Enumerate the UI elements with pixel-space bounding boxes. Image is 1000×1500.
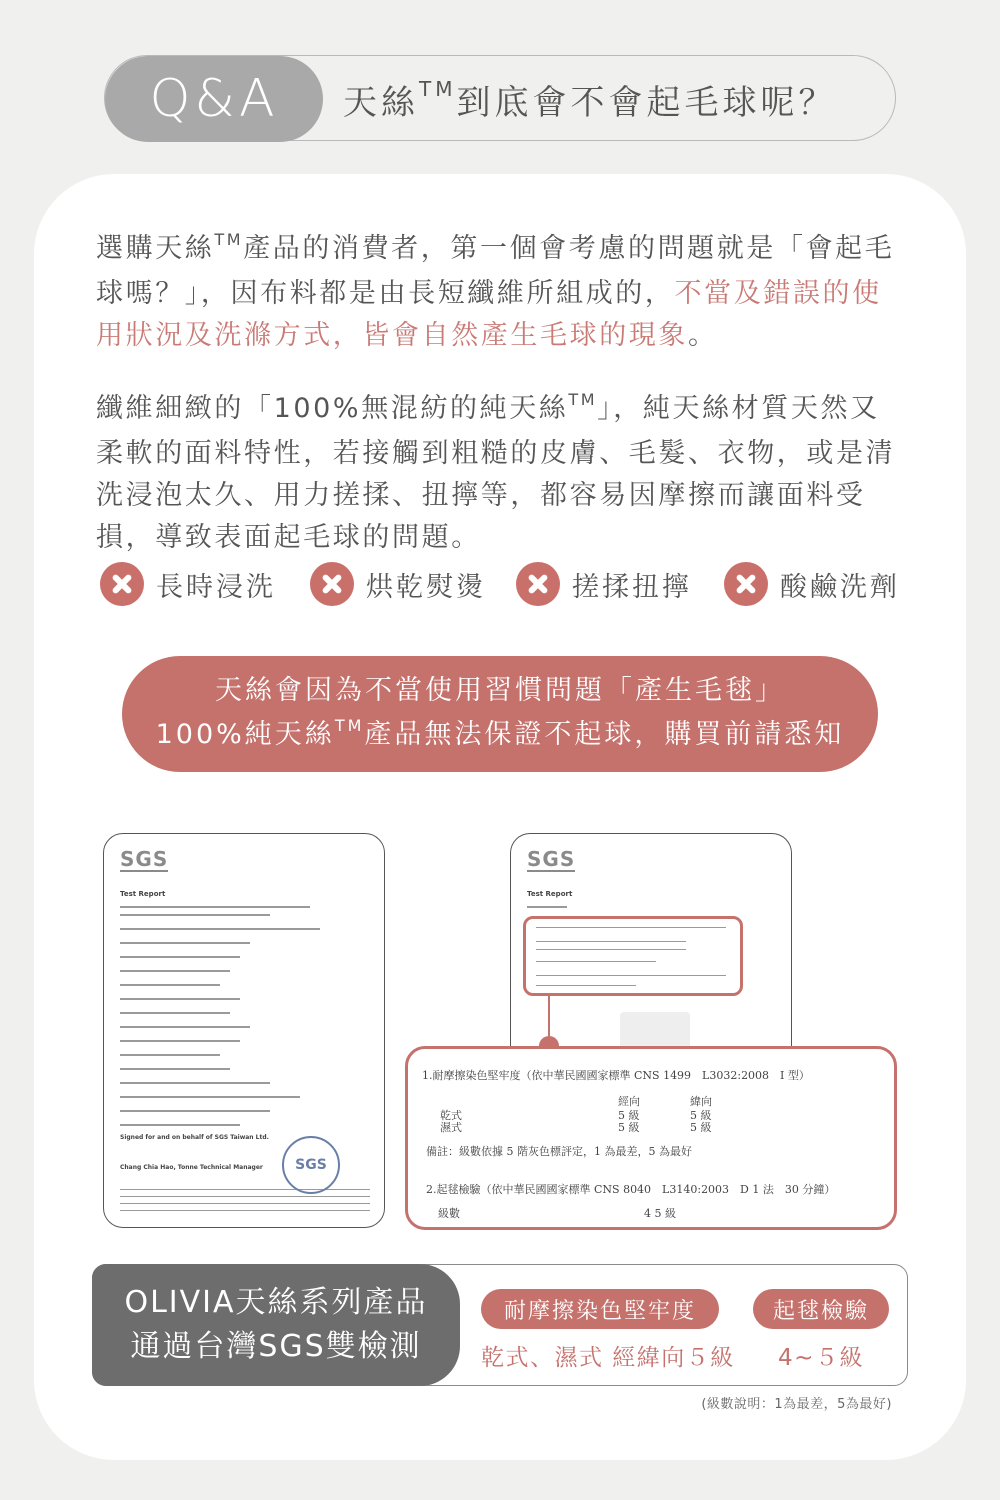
zoomed-result-box — [405, 1046, 897, 1230]
avoid-item — [100, 562, 276, 606]
trademark-mark: TM — [568, 390, 598, 409]
para1-highlight: 不當及錯誤的使用狀況及洗滌方式，皆會自然產生毛球的現象 — [96, 278, 882, 351]
fiber-paragraph — [96, 388, 906, 559]
trademark-mark: TM — [214, 230, 244, 249]
intro-paragraph — [96, 228, 906, 357]
x-mark-icon — [310, 562, 354, 606]
report-header: Test Report — [120, 890, 166, 898]
avoid-label: 烘乾熨燙 — [366, 571, 486, 603]
sgs-summary — [92, 1264, 908, 1386]
x-mark-icon — [100, 562, 144, 606]
signed-text: Signed for and on behalf of SGS Taiwan Ltd. — [120, 1134, 269, 1141]
highlight-box — [523, 916, 743, 996]
summary-line1: OLIVIA天絲系列產品 — [124, 1285, 428, 1320]
dry-warp: 5 級 — [618, 1109, 640, 1122]
warning-line1: 天絲會因為不當使用習慣問題「產生毛毬」 — [215, 674, 785, 706]
sgs-logo: SGS — [120, 847, 169, 871]
avoid-item — [724, 562, 900, 606]
grade-note: (級數說明：1為最差，5為最好) — [701, 1397, 892, 1412]
col-weft: 緯向 — [690, 1095, 712, 1108]
summary-line2: 通過台灣SGS雙檢測 — [130, 1329, 422, 1364]
report-header: Test Report — [527, 890, 573, 898]
avoid-list — [100, 562, 900, 606]
grade-label: 級數 — [438, 1207, 460, 1220]
summary-title — [92, 1264, 460, 1386]
para1-text-b: 產品的消費者，第一個會考慮的問題就是「會起毛球嗎？」，因布料都是由長短纖維所組成的， — [96, 233, 895, 309]
avoid-label: 長時浸洗 — [156, 571, 276, 603]
x-mark-icon — [516, 562, 560, 606]
qa-header — [104, 55, 896, 141]
title-text-pre: 天絲 — [343, 82, 419, 123]
x-mark-icon — [724, 562, 768, 606]
para2-text-b: 」，純天絲材質天然又柔軟的面料特性，若接觸到粗糙的皮膚、毛髮、衣物，或是清洗浸泡太久、用力搓揉、扭擰等，都容易因摩擦而讓面料受損，導致表面起毛球的問題。 — [96, 393, 896, 553]
wet-weft: 5 級 — [690, 1121, 712, 1134]
trademark-mark: TM — [419, 77, 457, 101]
pilling-value: 4~５級 — [778, 1345, 864, 1371]
row-wet: 濕式 — [440, 1121, 462, 1134]
warning-line2-b: 產品無法保證不起球，購買前請悉知 — [364, 718, 845, 750]
signer-text: Chang Chia Hao, Tonne Technical Manager — [120, 1164, 263, 1171]
result-item-2: 2.起毬檢驗（依中華民國國家標準 CNS 8040 L3140:2003 D 1 法 30 分鐘） — [426, 1183, 836, 1196]
warning-line2-a: 100%純天絲 — [155, 718, 335, 750]
qa-title — [343, 56, 865, 142]
trademark-mark: TM — [334, 715, 365, 735]
warning-line2 — [156, 713, 845, 760]
colorfastness-value: 乾式、濕式 經緯向５級 — [481, 1345, 735, 1371]
grade-value: 4 5 級 — [644, 1207, 676, 1220]
para1-end: 。 — [688, 320, 718, 351]
result-remark: 備註：級數依據 5 階灰色標評定，1 為最差，5 為最好 — [426, 1145, 692, 1158]
avoid-item — [516, 562, 692, 606]
para2-text-a: 纖維細緻的「100%無混紡的純天絲 — [96, 393, 569, 424]
avoid-label: 酸鹼洗劑 — [780, 571, 900, 603]
row-dry: 乾式 — [440, 1109, 462, 1122]
tag-pilling: 起毬檢驗 — [753, 1289, 889, 1329]
col-warp: 經向 — [618, 1095, 640, 1108]
avoid-label: 搓揉扭擰 — [572, 571, 692, 603]
sgs-logo: SGS — [527, 847, 576, 871]
wet-warp: 5 級 — [618, 1121, 640, 1134]
title-text-post: 到底會不會起毛球呢？ — [456, 82, 837, 123]
dry-weft: 5 級 — [690, 1109, 712, 1122]
tag-colorfastness: 耐摩擦染色堅牢度 — [481, 1289, 719, 1329]
para1-text-a: 選購天絲 — [96, 233, 215, 264]
warning-banner — [122, 656, 878, 772]
sgs-stamp-icon: SGS — [282, 1136, 340, 1194]
sgs-report-page-1 — [103, 833, 385, 1228]
result-item-1: 1.耐摩擦染色堅牢度（依中華民國國家標準 CNS 1499 L3032:2008 I 型） — [422, 1069, 810, 1082]
qa-badge: Q&A — [105, 56, 323, 142]
avoid-item — [310, 562, 486, 606]
